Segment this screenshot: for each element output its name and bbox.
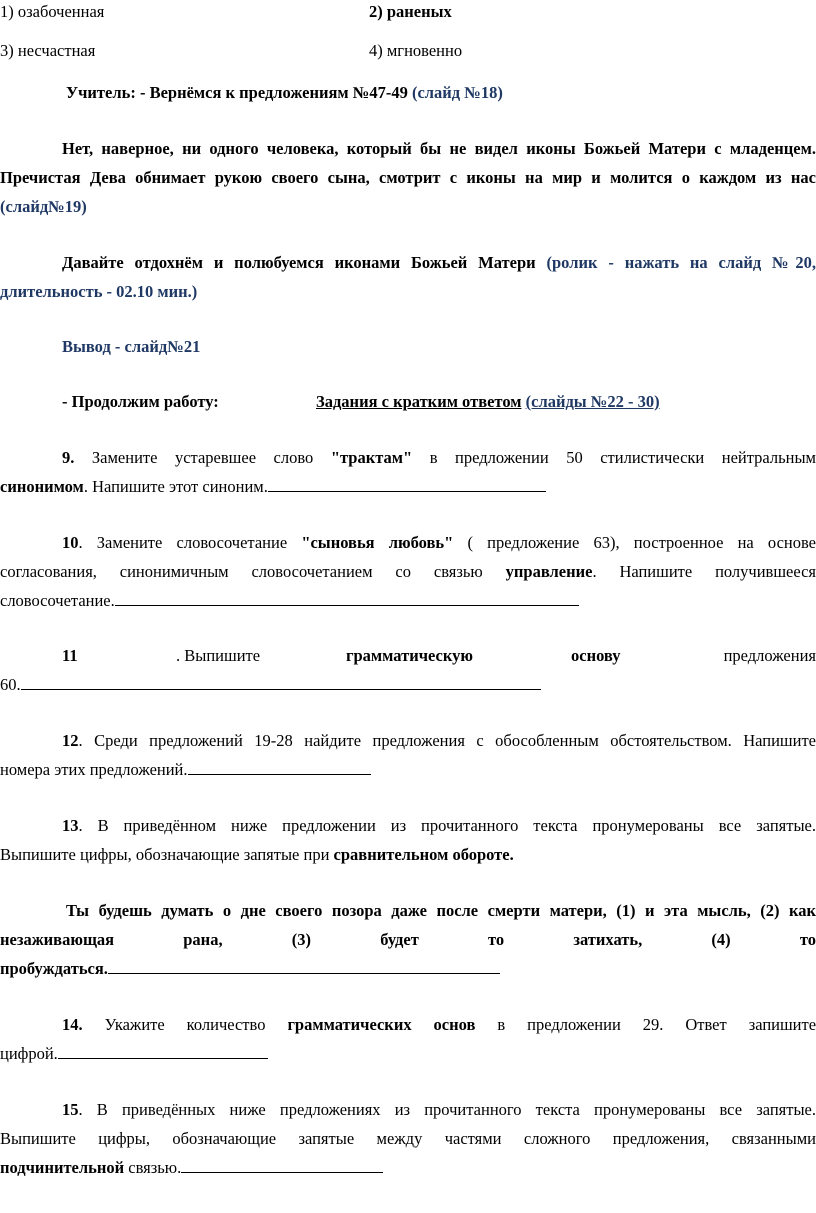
question-14: 14. Укажите количество грамматических основ в предложении 29. Ответ запишите цифрой. xyxy=(0,1015,816,1063)
answer-blank-11[interactable] xyxy=(21,672,541,690)
option-1: 1) озабоченная xyxy=(0,2,105,21)
continue-line xyxy=(0,387,816,416)
answer-blank-14[interactable] xyxy=(58,1041,268,1059)
question-13: 13. В приведённом ниже предложении из прочитанного текста пронумерованы все запятые. Выпишите цифры, обозначающие запятые при сравнительном обороте. xyxy=(0,816,816,864)
conclusion-line: Вывод - слайд№21 xyxy=(62,337,201,356)
answer-blank-9[interactable] xyxy=(268,474,546,492)
question-9: 9. Замените устаревшее слово "трактам" в предложении 50 стилистически нейтральным синонимом. Напишите этот синоним. xyxy=(0,448,816,496)
teacher-text: Учитель: - Вернёмся к предложениям №47-49 xyxy=(66,83,408,102)
question-11: 11 . Выпишите грамматическую основу предложения 60. xyxy=(0,646,816,694)
answer-blank-10[interactable] xyxy=(115,588,579,606)
question-12: 12. Среди предложений 19-28 найдите предложения с обособленным обстоятельством. Напишите номера этих предложений. xyxy=(0,731,816,779)
paragraph-icon: Нет, наверное, ни одного человека, который бы не видел иконы Божьей Матери с младенцем. Пречистая Дева обнимает рукою своего сына, смотрит с иконы на мир и молится о каждом из нас (слайд№19) xyxy=(0,139,816,216)
answer-blank-12[interactable] xyxy=(188,757,371,775)
answer-blank-15[interactable] xyxy=(181,1155,383,1173)
option-3: 3) несчастная xyxy=(0,41,96,60)
teacher-slide: (слайд №18) xyxy=(411,83,503,102)
sentence-block: Ты будешь думать о дне своего позора даже после смерти матери, (1) и эта мысль, (2) как незаживающая рана, (3) будет то затихать, (4) то пробуждаться. xyxy=(0,901,816,978)
question-15: 15. В приведённых ниже предложениях из прочитанного текста пронумерованы все запятые. Выпишите цифры, обозначающие запятые между частями сложного предложения, связанными подчинительной связью. xyxy=(0,1100,816,1177)
option-4: 4) мгновенно xyxy=(369,41,463,60)
answer-blank-13[interactable] xyxy=(108,956,500,974)
short-answer-tasks: Задания с кратким ответом xyxy=(316,392,522,411)
continue-label: - Продолжим работу: xyxy=(62,392,219,411)
option-2: 2) раненых xyxy=(369,2,452,21)
tasks-slides: (слайды №22 - 30) xyxy=(525,392,660,411)
teacher-line xyxy=(0,78,816,107)
question-10: 10. Замените словосочетание "сыновья любовь" ( предложение 63), построенное на основе согласования, синонимичным словосочетанием со связью управление. Напишите получившееся словосочетание. xyxy=(0,533,816,610)
paragraph-rest: Давайте отдохнём и полюбуемся иконами Божьей Матери (ролик - нажать на слайд №20, длительность - 02.10 мин.) xyxy=(0,253,816,301)
